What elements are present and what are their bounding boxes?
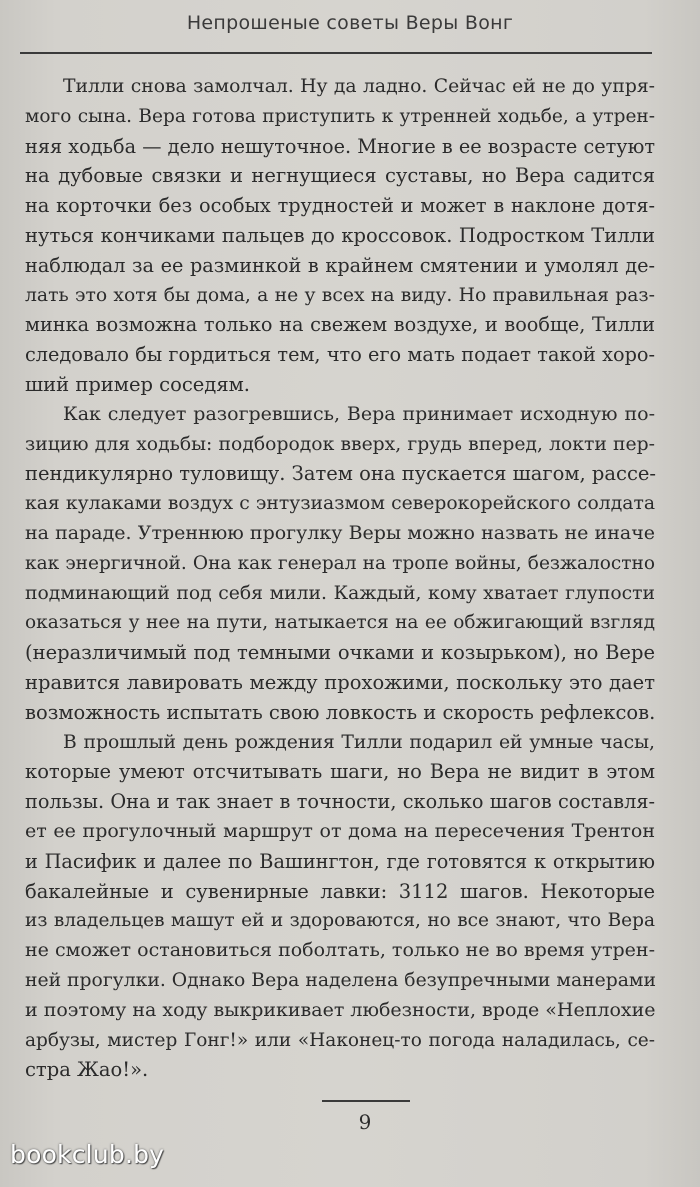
text-line: зицию для ходьбы: подбородок вверх, грудь вперед, локти пер- [25, 433, 655, 455]
site-watermark: bookclub.by [10, 1140, 165, 1169]
text-line: нуться кончиками пальцев до кроссовок. Подростком Тилли [25, 223, 655, 247]
text-line: ет ее прогулочный маршрут от дома на пересечения Трентон [25, 819, 655, 842]
text-line: пендикулярно туловищу. Затем она пускается шагом, рассе- [25, 462, 657, 486]
text-line: из владельцев машут ей и здороваются, но все знают, что Вера [25, 910, 655, 932]
text-line: на корточки без особых трудностей и может в наклоне дотя- [25, 194, 655, 218]
text-line: стра Жао!». [25, 1058, 149, 1082]
text-line: нравится лавировать между прохожими, поскольку это дает [25, 670, 655, 694]
text-line: не сможет остановиться поболтать, только не во время утрен- [25, 939, 655, 962]
paragraph [25, 400, 655, 728]
text-line: няя ходьба — дело нешуточное. Многие в ее возрасте сетуют [25, 134, 655, 158]
footer-rule [322, 1100, 410, 1102]
text-line: на параде. Утреннюю прогулку Веры можно назвать не иначе [25, 521, 655, 544]
text-line: бакалейные и сувенирные лавки: 3112 шагов. Некоторые [25, 879, 655, 903]
text-line: и поэтому на ходу выкрикивает любезности, вроде «Неплохие [25, 998, 656, 1021]
body-text [25, 72, 655, 1085]
text-line: кая кулаками воздух с энтузиазмом северокорейского солдата [25, 493, 655, 515]
text-line: минка возможна только на свежем воздухе, и вообще, Тилли [25, 313, 655, 337]
header-rule [20, 52, 652, 54]
text-line: ней прогулки. Однако Вера наделена безупречными манерами [25, 969, 656, 991]
text-line: арбузы, мистер Гонг!» или «Наконец-то погода наладилась, се- [25, 1029, 655, 1051]
text-line: ший пример соседям. [25, 372, 250, 396]
text-line: Как следует разогревшись, Вера принимает исходную по- [63, 402, 655, 425]
text-line: (неразличимый под темными очками и козырьком), но Вере [25, 641, 655, 665]
text-line: следовало бы гордиться тем, что его мать подает такой хоро- [25, 343, 655, 367]
text-line: возможность испытать свою ловкость и скорость рефлексов. [25, 700, 656, 724]
text-line: которые умеют отсчитывать шаги, но Вера не видит в этом [25, 760, 655, 784]
text-line: наблюдал за ее разминкой в крайнем смятении и умолял де- [25, 253, 655, 277]
paragraph [25, 728, 655, 1086]
paragraph [25, 72, 655, 400]
text-line: и Пасифик и далее по Вашингтон, где готовятся к открытию [25, 849, 655, 873]
text-line: лать это хотя бы дома, а не у всех на виду. Но правильная раз- [25, 284, 655, 306]
text-line: оказаться у нее на пути, натыкается на ее обжигающий взгляд [25, 612, 655, 634]
text-line: пользы. Она и так знает в точности, сколько шагов составля- [25, 790, 655, 814]
running-header: Непрошеные советы Веры Вонг [186, 12, 514, 34]
text-line: подминающий под себя мили. Каждый, кому хватает глупости [25, 582, 655, 604]
page-number: 9 [358, 1110, 372, 1134]
text-line: Тилли снова замолчал. Ну да ладно. Сейчас ей не до упря- [63, 76, 655, 97]
text-line: мого сына. Вера готова приступить к утренней ходьбе, а утрен- [25, 105, 655, 127]
text-line: В прошлый день рождения Тилли подарил ей умные часы, [63, 731, 655, 753]
text-line: как энергичной. Она как генерал на тропе войны, безжалостно [25, 552, 655, 574]
text-line: на дубовые связки и негнущиеся суставы, но Вера садится [25, 164, 655, 188]
